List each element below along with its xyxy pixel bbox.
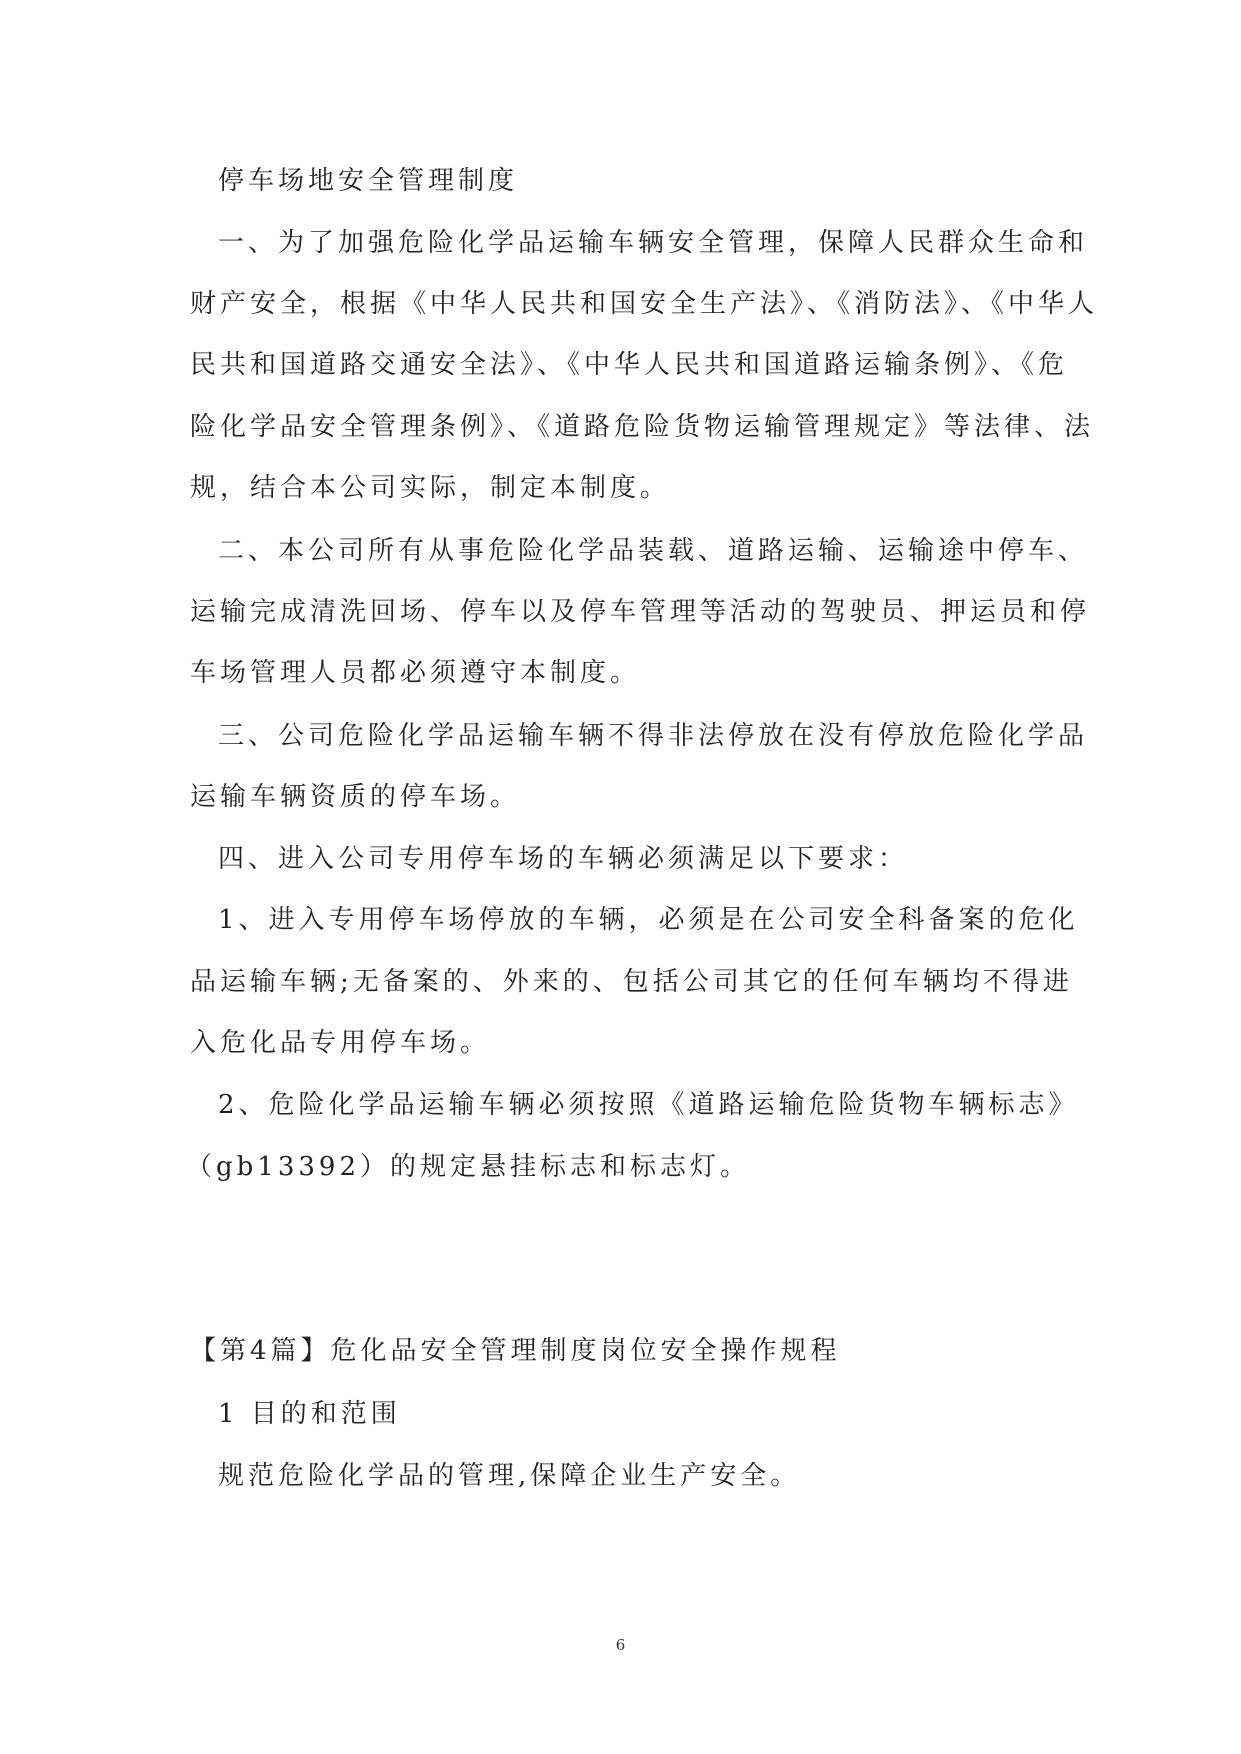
paragraph-line: 规范危险化学品的管理,保障企业生产安全。	[218, 1461, 801, 1491]
page-number: 6	[615, 1636, 626, 1654]
paragraph-line: 入危化品专用停车场。	[190, 1028, 491, 1058]
paragraph-line: 1、进入专用停车场停放的车辆，必须是在公司安全科备案的危化	[218, 905, 1079, 935]
paragraph-line: 一、为了加强危险化学品运输车辆安全管理，保障人民群众生命和	[218, 228, 1089, 258]
subsection-heading: 1 目的和范围	[218, 1399, 401, 1429]
section-heading: 【第4篇】危化品安全管理制度岗位安全操作规程	[190, 1336, 841, 1366]
paragraph-line: 品运输车辆;无备案的、外来的、包括公司其它的任何车辆均不得进	[190, 967, 1073, 997]
paragraph-line: 二、本公司所有从事危险化学品装载、道路运输、运输途中停车、	[218, 536, 1089, 566]
paragraph-line: 运输完成清洗回场、停车以及停车管理等活动的驾驶员、押运员和停	[190, 597, 1091, 627]
paragraph-line: 民共和国道路交通安全法》、《中华人民共和国道路运输条例》、《危	[190, 350, 1069, 380]
paragraph-line: 四、进入公司专用停车场的车辆必须满足以下要求：	[218, 844, 909, 874]
paragraph-line: 险化学品安全管理条例》、《道路危险货物运输管理规定》等法律、法	[190, 412, 1095, 442]
paragraph-line: 2、危险化学品运输车辆必须按照《道路运输危险货物车辆标志》	[218, 1090, 1079, 1120]
paragraph-line: 车场管理人员都必须遵守本制度。	[190, 658, 641, 688]
paragraph-line: 三、公司危险化学品运输车辆不得非法停放在没有停放危险化学品	[218, 721, 1089, 751]
paragraph-line: 运输车辆资质的停车场。	[190, 782, 521, 812]
heading-parking-safety: 停车场地安全管理制度	[218, 166, 519, 196]
paragraph-line: 规，结合本公司实际，制定本制度。	[190, 473, 671, 503]
paragraph-line: 财产安全，根据《中华人民共和国安全生产法》、《消防法》、《中华人	[190, 289, 1099, 319]
paragraph-line: （gb13392）的规定悬挂标志和标志灯。	[186, 1152, 750, 1182]
